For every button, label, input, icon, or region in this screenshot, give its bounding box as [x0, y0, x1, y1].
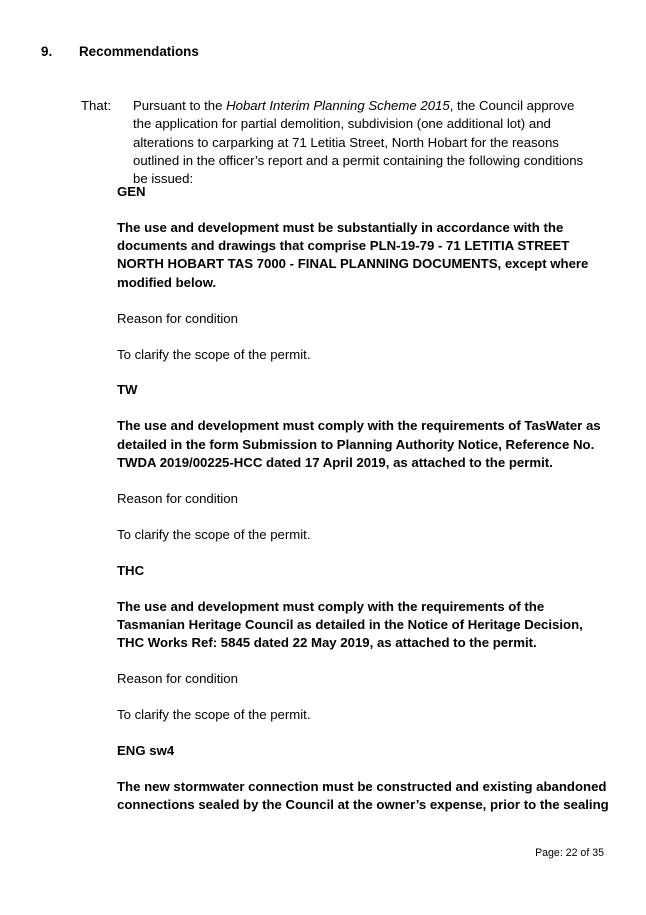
- reason-text: To clarify the scope of the permit.: [117, 346, 311, 362]
- reason-label: Reason for condition: [117, 670, 238, 686]
- condition-eng-sw4: [117, 742, 609, 814]
- condition-body: The use and development must comply with the requirements of TasWater as detailed in the form Submission to Planning Authority Notice, Reference No. TWDA 2019/00225-HCC dated 17 April 2019, as attached to the permit.: [117, 418, 601, 470]
- intro-text-before: Pursuant to the: [133, 98, 227, 113]
- section-heading: [41, 44, 199, 59]
- intro-text: [133, 97, 591, 188]
- condition-code: GEN: [117, 184, 146, 199]
- condition-code: THC: [117, 562, 145, 578]
- condition-body: The new stormwater connection must be constructed and existing abandoned connections sealed by the Council at the owner’s expense, prior to the sealing: [117, 778, 609, 812]
- condition-gen: [117, 183, 609, 364]
- condition-body: The use and development must comply with the requirements of the Tasmanian Heritage Council as detailed in the Notice of Heritage Decision, THC Works Ref: 5845 dated 22 May 2019, as attached to the permit.: [117, 598, 583, 651]
- condition-thc: [117, 562, 609, 725]
- condition-code: TW: [117, 382, 138, 398]
- reason-text: To clarify the scope of the permit.: [117, 706, 311, 722]
- condition-code: ENG sw4: [117, 742, 175, 758]
- intro-text-after: , the Council approve the application for partial demolition, subdivision (one additional lot) and alterations to carparking at 71 Letitia Street, North Hobart for the reasons outlined in the officer’s report and a permit containing the following conditions be issued:: [133, 98, 584, 187]
- reason-text: To clarify the scope of the permit.: [117, 526, 311, 542]
- intro-paragraph: [81, 97, 591, 188]
- intro-lead: That:: [81, 98, 112, 113]
- section-title: Recommendations: [79, 44, 199, 59]
- condition-body: The use and development must be substantially in accordance with the documents and drawings that comprise PLN-19-79 - 71 LETITIA STREET NORTH HOBART TAS 7000 - FINAL PLANNING DOCUMENTS, except where modified below.: [117, 219, 589, 290]
- section-number: 9.: [41, 44, 53, 59]
- page-number: Page: 22 of 35: [535, 847, 604, 859]
- condition-tw: [117, 381, 609, 544]
- reason-label: Reason for condition: [117, 310, 238, 326]
- planning-scheme-name: Hobart Interim Planning Scheme 2015: [226, 98, 450, 113]
- reason-label: Reason for condition: [117, 490, 238, 506]
- conditions-list: [117, 183, 609, 832]
